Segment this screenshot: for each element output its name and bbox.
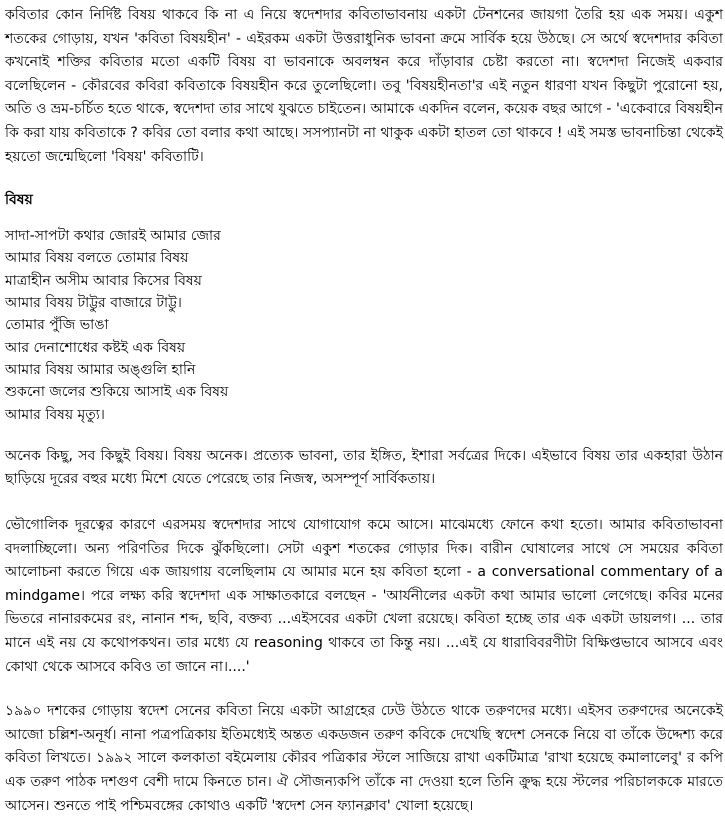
commentary-paragraph: অনেক কিছু, সব কিছুই বিষয়। বিষয় অনেক। প্রত্যেক ভাবনা, তার ইঙ্গিত, ইশারা সর্বত্রের দিকে। এইভাবে বিষয় তার একহারা উঠান ছাড়িয়ে দূরের বহুর মধ্যে মিশে যেতে পেরেছে তার নিজস্ব, অসম্পূর্ণ সার্বিকতায়।: [5, 447, 723, 488]
poem-body: [5, 225, 723, 426]
spacer: [5, 169, 723, 188]
poem-line: আর দেনাশোধের কষ্টই এক বিষয়: [5, 339, 186, 356]
poem-title: বিষয়: [5, 192, 33, 209]
spacer: [5, 426, 723, 445]
mindgame-paragraph: ভৌগোলিক দূরত্বের কারণে এরসময় স্বদেশদার সাথে যোগাযোগ কমে আসে। মাঝেমধ্যে ফোনে কথা হতো। আমার কবিতাভাবনা বদলাচ্ছিলো। অন্য পরিণতির দিকে ঝুঁকছিলো। সেটা একুশ শতকের গোড়ার দিক। বারীন ঘোষালের সাথে সে সময়ের কবিতা আলোচনা করতে গিয়ে এক জায়গায় বলেছিলাম যে আমার মনে হয় কবিতা হলো - a conversational commentary of a mindgame। পরে লক্ষ্য করি স্বদেশদা এক সাক্ষাতকারে বলছেন - 'আর্যনীলের একটা কথা আমার ভালো লেগেছে। কবির মনের ভিতরে নানারকমের রং, নানান শব্দ, ছবি, বক্তব্য ...এইসবের একটা খেলা রয়েছে। কবিতা হচ্ছে তার এক একটা ডায়লগ। ... তার মানে এই নয় যে কথোপকথন। তার মধ্যে যে reasoning থাকবে তা কিন্তু নয়। ...এই যে ধারাবিবরণীটা বিক্ষিপ্তভাবে আসবে এবং কোথা থেকে আসবে কবিও তা জানে না।....': [5, 517, 723, 675]
poem-line: আমার বিষয় টাট্টুর বাজারে টাট্টু।: [5, 295, 182, 312]
poem-line: আমার বিষয় আমার অঙ্গুলি হানি: [5, 361, 196, 378]
spacer: [5, 679, 723, 700]
intro-paragraph: কবিতার কোন নির্দিষ্ট বিষয় থাকবে কি না এ নিয়ে স্বদেশদার কবিতাভাবনায় একটা টেনশনের জায়গা তৈরি হয় এক সময়। একুশ শতকের গোড়ায়, যখন 'কবিতা বিষয়হীন' - এইরকম একটা উত্তরাধুনিক ভাবনা ক্রমে সার্বিক হয়ে উঠছে। সে অর্থে স্বদেশদার কবিতা কখনোই শক্তির কবিতার মতো একটি বিষয় বা ভাবনাকে অবলম্বন করে দাঁড়াবার চেষ্টা করতো না। স্বদেশদা নিজেই একবার বলেছিলেন - কৌরবের কবিরা কবিতাকে বিষয়হীন করে তুলেছিলো। তবু 'বিষয়হীনতা'র এই নতুন ধারণা যখন কিছুটা পুরোনো হয়, অতি ও ভ্রম-চর্চিত হতে থাকে, স্বদেশদা তার সাথে যুঝতে চাইতেন। আমাকে একদিন বলেন, কয়েক বছর আগে - 'একেবারে বিষয়হীন কি করা যায় কবিতাকে ? কবির তো বলার কথা আছে। সসপ্যানটা না থাকুক একটা হাতল তো থাকবে ! এই সমস্ত ভাবনাচিন্তা থেকেই হয়তো জন্মেছিলো 'বিষয়' কবিতাটি।: [5, 7, 723, 165]
poem-line: আমার বিষয় বলতে তোমার বিষয়: [5, 250, 189, 267]
spacer: [5, 492, 723, 514]
poem-line: মাত্রাহীন অসীম আবার কিসের বিষয়: [5, 272, 202, 289]
poem-line: সাদা-সাপটা কথার জোরই আমার জোর: [5, 228, 221, 245]
poem-line: তোমার পুঁজি ভাঙা: [5, 317, 109, 334]
spacer: [5, 212, 723, 225]
poem-line: শুকনো জলের শুকিয়ে আসাই এক বিষয়: [5, 384, 229, 401]
fanclub-paragraph: ১৯৯০ দশকের গোড়ায় স্বদেশ সেনের কবিতা নিয়ে একটা আগ্রহের ঢেউ উঠতে থাকে তরুণদের মধ্যে। এইসব তরুণদের অনেকেই আজো চল্লিশ-অনূর্ধ। নানা পত্রপত্রিকায় ইতিমধ্যেই অন্তত একডজন তরুণ কবিকে দেখেছি স্বদেশ সেনকে নিয়ে বা তাঁকে উদ্দেশ্য করে কবিতা লিখতে। ১৯৯২ সালে কলকাতা বইমেলায় কৌরব পত্রিকার স্টলে সাজিয়ে রাখা একটিমাত্র 'রাখা হয়েছে কমালালেবু' র কপি এক তরুণ পাঠক দশগুণ বেশী দামে কিনতে চান। ঐ সৌজন্যকপি তাঁকে না দেওয়া হলে তিনি ক্রুদ্ধ হয়ে স্টলের পরিচালককে মারতে আসেন। শুনতে পাই পশ্চিমবঙ্গের কোথাও একটি 'স্বদেশ সেন ফ্যানক্লাব' খোলা হয়েছে।: [5, 703, 723, 814]
poem-line: আমার বিষয় মৃত্যু।: [5, 406, 105, 423]
